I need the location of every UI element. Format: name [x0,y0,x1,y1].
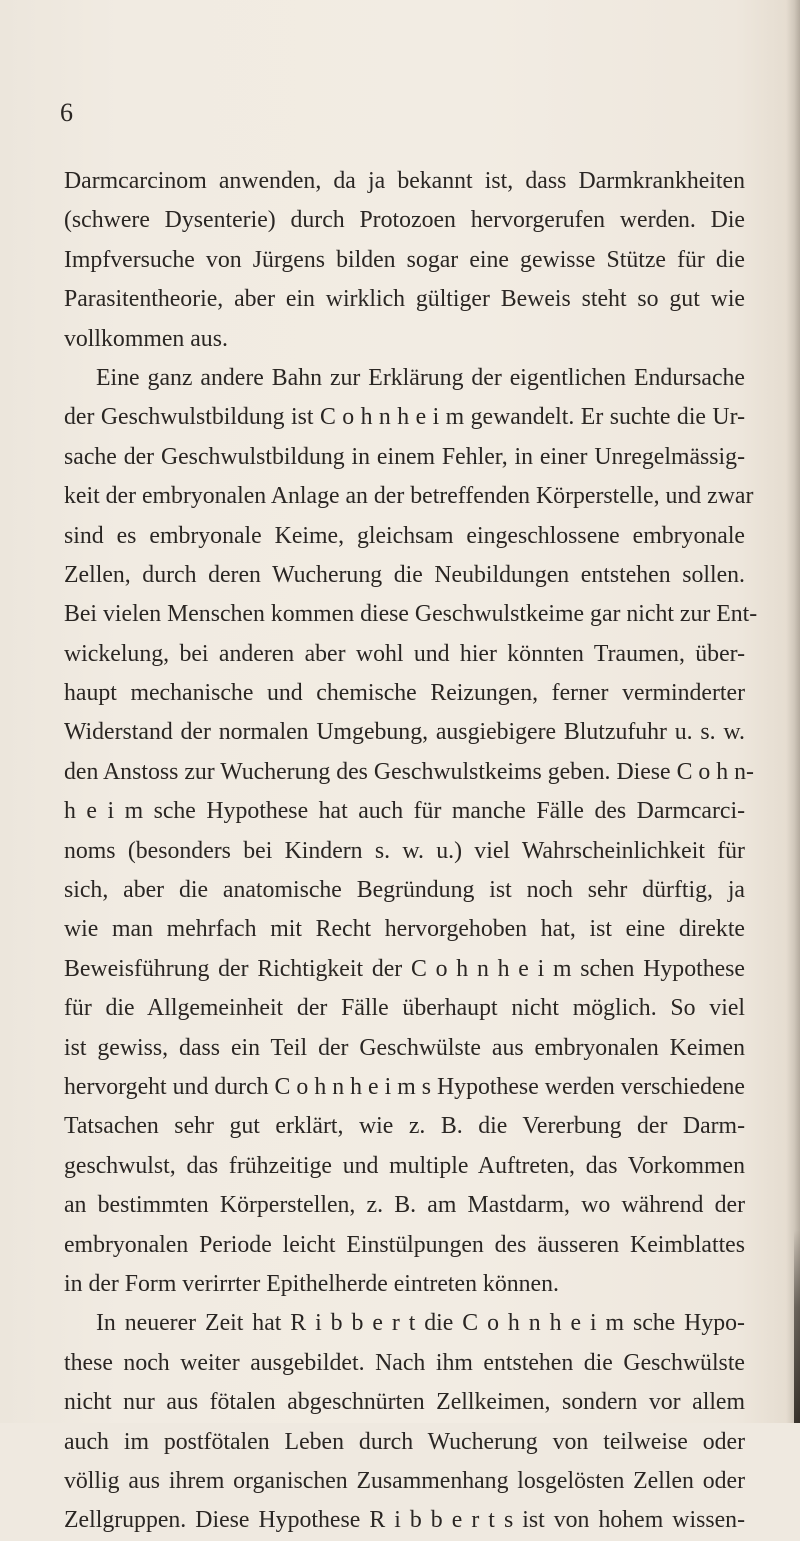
text-line: Impfversuche von Jürgens bilden sogar eine gewisse Stütze für die [64,246,745,273]
text-line: Bei vielen Menschen kommen diese Geschwulstkeime gar nicht zur Ent- [64,601,758,628]
text-line: Zellen, durch deren Wucherung die Neubildungen entstehen sollen. [64,561,745,588]
text-line: für die Allgemeinheit der Fälle überhaupt nicht möglich. So viel [64,995,745,1022]
text-line: an bestimmten Körperstellen, z. B. am Mastdarm, wo während der [64,1192,745,1219]
text-line: haupt mechanische und chemische Reizungen, ferner verminderter [64,680,745,707]
text-line: wickelung, bei anderen aber wohl und hier könnten Traumen, über- [64,640,745,667]
text-line: geschwulst, das frühzeitige und multiple Auftreten, das Vorkommen [64,1152,745,1179]
text-line: Beweisführung der Richtigkeit der C o h n h e i m schen Hypothese [64,955,745,982]
text-line: vollkommen aus. [64,325,228,352]
text-line: auch im postfötalen Leben durch Wucherung von teilweise oder [64,1428,745,1455]
text-line: sich, aber die anatomische Begründung ist noch sehr dürftig, ja [64,877,745,904]
text-line: sache der Geschwulstbildung in einem Fehler, in einer Unregelmässig- [64,443,745,470]
text-line: den Anstoss zur Wucherung des Geschwulstkeims geben. Diese C o h n- [64,758,754,785]
page-edge-shadow [786,0,800,1423]
text-line: Parasitentheorie, aber ein wirklich gültiger Beweis steht so gut wie [64,286,745,313]
text-line: hervorgeht und durch C o h n h e i m s Hypothese werden verschiedene [64,1073,745,1100]
text-line: ist gewiss, dass ein Teil der Geschwülste aus embryonalen Keimen [64,1034,745,1061]
text-line: these noch weiter ausgebildet. Nach ihm entstehen die Geschwülste [64,1349,745,1376]
text-line: Zellgruppen. Diese Hypothese R i b b e r t s ist von hohem wissen- [64,1507,745,1534]
page-number: 6 [60,98,73,127]
text-line: nicht nur aus fötalen abgeschnürten Zellkeimen, sondern vor allem [64,1389,745,1416]
text-line: In neuerer Zeit hat R i b b e r t die C o h n h e i m sche Hypo- [96,1310,745,1337]
text-line: Tatsachen sehr gut erklärt, wie z. B. die Vererbung der Darm- [64,1113,745,1140]
text-line: der Geschwulstbildung ist C o h n h e i m gewandelt. Er suchte die Ur- [64,404,745,431]
text-line: Eine ganz andere Bahn zur Erklärung der eigentlichen Endursache [96,364,745,391]
text-line: sind es embryonale Keime, gleichsam eingeschlossene embryonale [64,522,745,549]
text-line: keit der embryonalen Anlage an der betreffenden Körperstelle, und zwar [64,483,754,510]
text-line: wie man mehrfach mit Recht hervorgehoben hat, ist eine direkte [64,916,745,943]
text-line: noms (besonders bei Kindern s. w. u.) viel Wahrscheinlichkeit für [64,837,745,864]
text-line: in der Form verirrter Epithelherde eintreten können. [64,1270,559,1297]
page-edge-dark [794,1230,800,1423]
text-line: (schwere Dysenterie) durch Protozoen hervorgerufen werden. Die [64,207,745,234]
text-line: Widerstand der normalen Umgebung, ausgiebigere Blutzufuhr u. s. w. [64,719,745,746]
text-line: embryonalen Periode leicht Einstülpungen des äusseren Keimblattes [64,1231,745,1258]
text-line: Darmcarcinom anwenden, da ja bekannt ist, dass Darmkrankheiten [64,168,745,194]
text-line: völlig aus ihrem organischen Zusammenhang losgelösten Zellen oder [64,1467,745,1494]
text-line: h e i m sche Hypothese hat auch für manche Fälle des Darmcarci- [64,798,745,825]
body-text [64,162,758,1541]
